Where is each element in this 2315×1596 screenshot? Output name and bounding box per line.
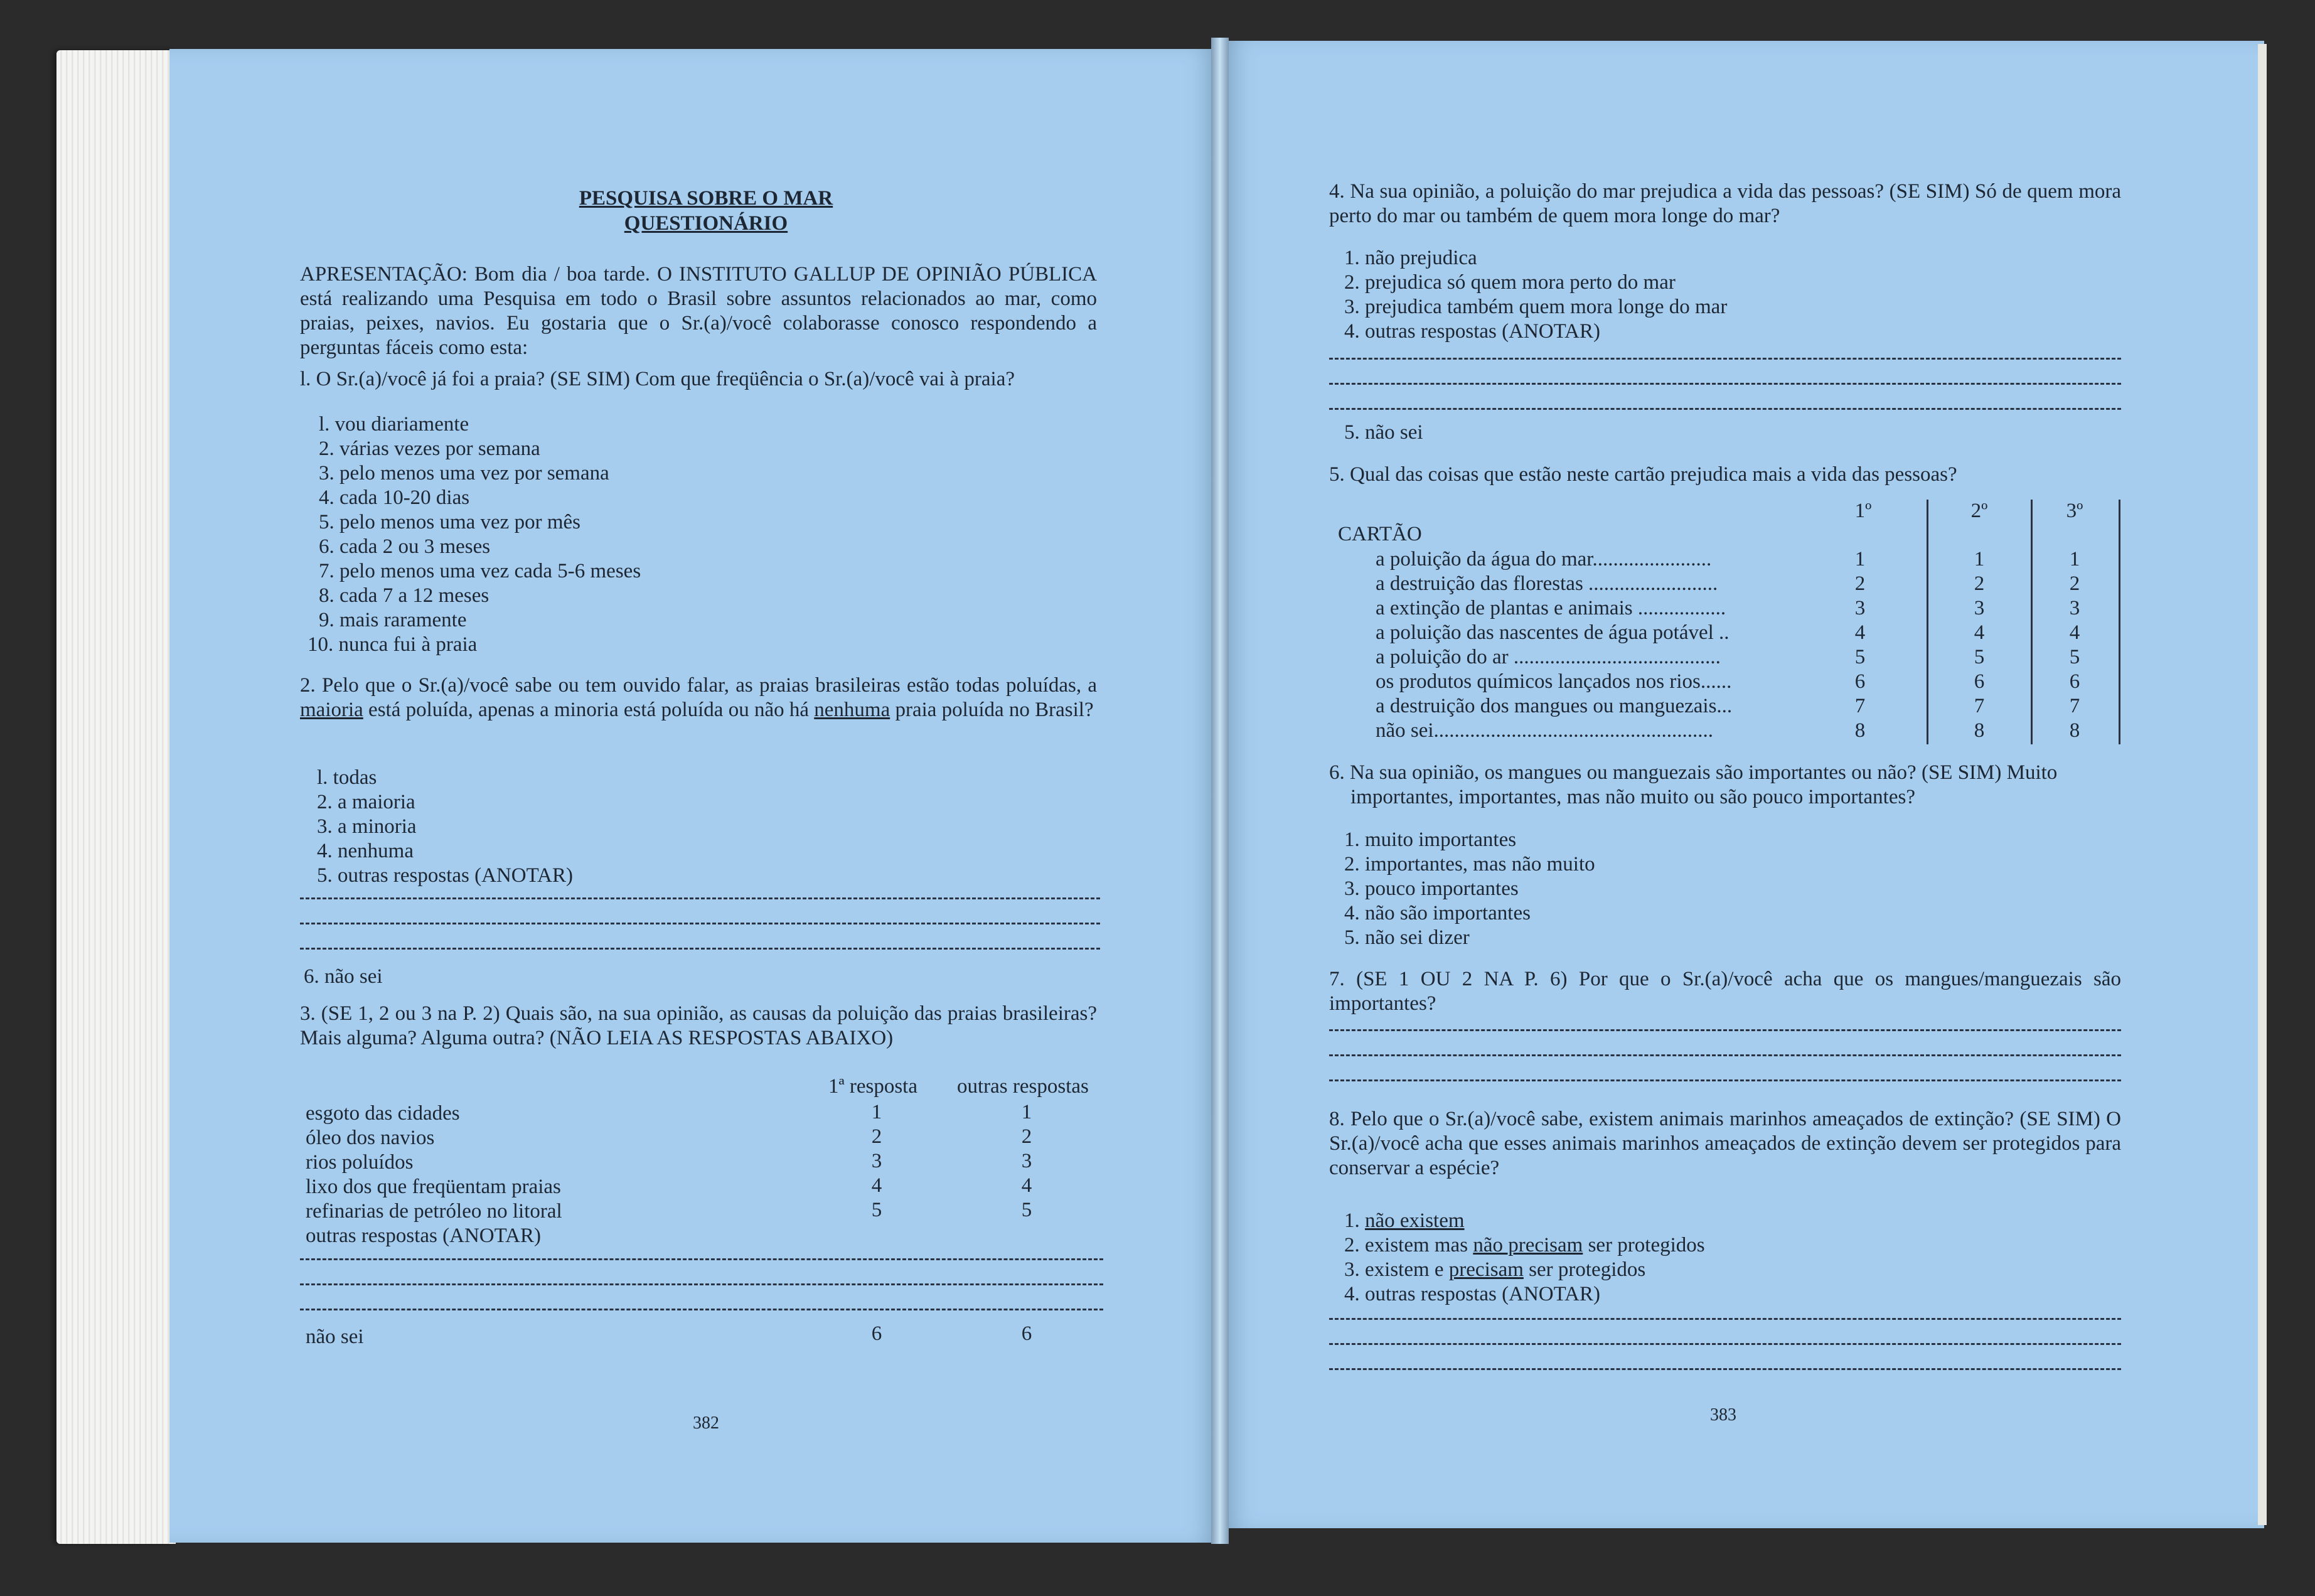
table-cell: 6: [1021, 1322, 1032, 1345]
option-text: ser protegidos: [1583, 1234, 1705, 1256]
question-2: [300, 673, 1097, 722]
table-cell: 6: [2069, 670, 2080, 693]
option-underlined: precisam: [1448, 1258, 1524, 1281]
table-row-label: a poluição da água do mar.......................: [1376, 548, 1712, 570]
list-item: [1344, 1257, 1645, 1282]
list-item: 9. mais raramente: [319, 609, 467, 631]
list-item: 7. pelo menos uma vez cada 5-6 meses: [319, 560, 641, 582]
table-cell: 7: [1974, 695, 1985, 717]
list-item: l. todas: [317, 766, 377, 789]
list-item: [1344, 1233, 1705, 1258]
question-5: 5. Qual das coisas que estão neste cartão prejudica mais a vida das pessoas?: [1329, 463, 1957, 486]
list-item: 3. pelo menos uma vez por semana: [319, 462, 609, 485]
q2-text-a: 2. Pelo que o Sr.(a)/você sabe ou tem ouvido falar, as praias brasileiras estão todas poluídas, a: [300, 674, 1097, 697]
list-item: 6. cada 2 ou 3 meses: [319, 535, 491, 558]
q3-column-header-1: 1ª resposta: [828, 1075, 917, 1098]
table-cell: 1: [1021, 1101, 1032, 1123]
table-row-label: a destruição dos mangues ou manguezais...: [1376, 695, 1733, 717]
table-cell: 3: [1021, 1150, 1032, 1172]
answer-line: [300, 1283, 1103, 1285]
list-item: 5. pelo menos uma vez por mês: [319, 511, 580, 533]
question-7: 7. (SE 1 OU 2 NA P. 6) Por que o Sr.(a)/você acha que os mangues/manguezais são importantes?: [1329, 968, 2121, 1015]
table-cell: 4: [1854, 621, 1866, 644]
table-cell: 3: [1974, 597, 1985, 619]
table-cell: 4: [2069, 621, 2080, 644]
option-underlined: não precisam: [1473, 1234, 1583, 1256]
table-cell: 2: [1854, 572, 1866, 595]
table-cell: 4: [871, 1174, 882, 1197]
answer-line: [1329, 1029, 2121, 1031]
table-row-label: a extinção de plantas e animais .................: [1376, 597, 1726, 619]
table-row-label: os produtos químicos lançados nos rios......: [1376, 670, 1732, 693]
table-cell: 2: [1974, 572, 1985, 595]
list-item: 5. não sei dizer: [1344, 926, 1470, 949]
answer-line: [1329, 1368, 2121, 1370]
q2-text-c: praia poluída no Brasil?: [890, 699, 1094, 721]
table-cell: 1: [1854, 548, 1866, 570]
list-item: 5. não sei: [1344, 421, 1423, 444]
table-cell: 4: [1021, 1174, 1032, 1197]
table-cell: 3: [2069, 597, 2080, 619]
column-header-1st: 1º: [1854, 500, 1872, 522]
table-row-label: não sei: [306, 1326, 364, 1348]
list-item: 6. não sei: [304, 965, 383, 988]
option-text: 2. existem mas: [1344, 1234, 1473, 1256]
list-item: 1. muito importantes: [1344, 828, 1517, 851]
table-row-label: rios poluídos: [306, 1151, 414, 1174]
list-item: 8. cada 7 a 12 meses: [319, 584, 489, 607]
list-item: 3. prejudica também quem mora longe do mar: [1344, 296, 1728, 318]
answer-line: [300, 897, 1100, 899]
list-item: 2. prejudica só quem mora perto do mar: [1344, 271, 1676, 294]
right-page-edge: [2258, 44, 2267, 1525]
answer-line: [1329, 408, 2121, 410]
list-item: 4. outras respostas (ANOTAR): [1344, 320, 1600, 343]
book-gutter: [1211, 38, 1229, 1544]
list-item: 4. outras respostas (ANOTAR): [1344, 1283, 1600, 1305]
list-item: 2. a maioria: [317, 791, 415, 813]
table-row-label: esgoto das cidades: [306, 1102, 460, 1125]
table-cell: 3: [871, 1150, 882, 1172]
answer-line: [1329, 1054, 2121, 1056]
table-cell: 6: [1854, 670, 1866, 693]
page-number-right: 383: [1710, 1405, 1736, 1425]
answer-line: [1329, 1079, 2121, 1081]
table-cell: 2: [871, 1125, 882, 1148]
table-cell: 3: [1854, 597, 1866, 619]
answer-line: [300, 1258, 1103, 1260]
intro-paragraph: APRESENTAÇÃO: Bom dia / boa tarde. O INSTITUTO GALLUP DE OPINIÃO PÚBLICA está realizando uma Pesquisa em todo o Brasil sobre assuntos relacionados ao mar, como praias, peixes, navios. Eu gostaria que o Sr.(a)/você colaborasse conosco respondendo a perguntas fáceis como esta:: [300, 263, 1097, 359]
table-divider: [1927, 500, 1928, 744]
column-header-3rd: 3º: [2066, 500, 2083, 522]
list-item: 5. outras respostas (ANOTAR): [317, 864, 573, 887]
table-cell: 5: [2069, 646, 2080, 668]
question-1: l. O Sr.(a)/você já foi a praia? (SE SIM) Com que freqüência o Sr.(a)/você vai à praia?: [300, 368, 1015, 390]
table-cell: 6: [871, 1322, 882, 1345]
list-item: 4. nenhuma: [317, 840, 414, 862]
card-label: CARTÃO: [1338, 523, 1422, 545]
table-row-label: refinarias de petróleo no litoral: [306, 1200, 562, 1223]
question-8: 8. Pelo que o Sr.(a)/você sabe, existem animais marinhos ameaçados de extinção? (SE SIM) O Sr.(a)/você acha que esses animais marinhos ameaçados de extinção devem ser protegidos para conservar a espécie?: [1329, 1108, 2121, 1179]
table-cell: 2: [2069, 572, 2080, 595]
table-row-label: a poluição do ar ........................................: [1376, 646, 1721, 668]
table-cell: 4: [1974, 621, 1985, 644]
table-cell: 2: [1021, 1125, 1032, 1148]
table-row-label: óleo dos navios: [306, 1127, 435, 1149]
table-divider: [2119, 500, 2120, 744]
table-cell: 5: [871, 1199, 882, 1221]
page-title: PESQUISA SOBRE O MAR: [579, 187, 833, 210]
table-row-label: a poluição das nascentes de água potável ..: [1376, 621, 1730, 644]
table-cell: 5: [1021, 1199, 1032, 1221]
table-cell: 6: [1974, 670, 1985, 693]
q2-underline-nenhuma: nenhuma: [814, 699, 890, 721]
table-cell: 1: [2069, 548, 2080, 570]
table-cell: 5: [1974, 646, 1985, 668]
column-header-2nd: 2º: [1970, 500, 1988, 522]
table-cell: 7: [2069, 695, 2080, 717]
answer-line: [1329, 358, 2121, 360]
table-cell: 5: [1854, 646, 1866, 668]
q2-text-b: está poluída, apenas a minoria está poluída ou não há: [363, 699, 815, 721]
list-item: [1344, 1208, 1465, 1233]
option-number: 1.: [1344, 1209, 1365, 1232]
answer-line: [1329, 1343, 2121, 1345]
list-item: 4. não são importantes: [1344, 902, 1531, 924]
table-row-label: não sei......................................................: [1376, 719, 1714, 742]
table-cell: 8: [1974, 719, 1985, 742]
list-item: l. vou diariamente: [319, 413, 469, 436]
list-item: 2. várias vezes por semana: [319, 437, 540, 460]
list-item: 2. importantes, mas não muito: [1344, 853, 1595, 876]
question-6: 6. Na sua opinião, os mangues ou manguezais são importantes ou não? (SE SIM) Muito: [1329, 761, 2058, 784]
list-item: 4. cada 10-20 dias: [319, 486, 470, 509]
list-item: 3. pouco importantes: [1344, 877, 1519, 900]
page-stack-edge: [56, 50, 176, 1544]
answer-line: [1329, 1318, 2121, 1320]
page-number-left: 382: [693, 1413, 719, 1433]
table-cell: 8: [1854, 719, 1866, 742]
option-text: ser protegidos: [1523, 1258, 1646, 1281]
option-underlined: não existem: [1365, 1209, 1465, 1232]
question-4: 4. Na sua opinião, a poluição do mar prejudica a vida das pessoas? (SE SIM) Só de quem mora perto do mar ou também de quem mora longe do mar?: [1329, 180, 2121, 227]
table-row-label: lixo dos que freqüentam praias: [306, 1176, 561, 1198]
answer-line: [300, 1309, 1103, 1310]
question-3: 3. (SE 1, 2 ou 3 na P. 2) Quais são, na sua opinião, as causas da poluição das praias brasileiras? Mais alguma? Alguma outra? (NÃO LEIA AS RESPOSTAS ABAIXO): [300, 1002, 1097, 1049]
table-cell: 7: [1854, 695, 1866, 717]
table-row-label: outras respostas (ANOTAR): [306, 1224, 541, 1247]
q3-column-header-2: outras respostas: [957, 1075, 1089, 1098]
answer-line: [1329, 383, 2121, 385]
list-item: 10. nunca fui à praia: [307, 633, 478, 656]
table-cell: 1: [871, 1101, 882, 1123]
list-item: 1. não prejudica: [1344, 247, 1477, 269]
answer-line: [300, 948, 1100, 950]
page-subtitle: QUESTIONÁRIO: [624, 212, 788, 235]
list-item: 3. a minoria: [317, 815, 417, 838]
table-row-label: a destruição das florestas .........................: [1376, 572, 1718, 595]
table-cell: 8: [2069, 719, 2080, 742]
table-divider: [2031, 500, 2033, 744]
answer-line: [300, 923, 1100, 924]
question-6-continued: importantes, importantes, mas não muito ou são pouco importantes?: [1350, 786, 1915, 808]
option-text: 3. existem e: [1344, 1258, 1449, 1281]
table-cell: 1: [1974, 548, 1985, 570]
q2-underline-maioria: maioria: [300, 699, 363, 721]
